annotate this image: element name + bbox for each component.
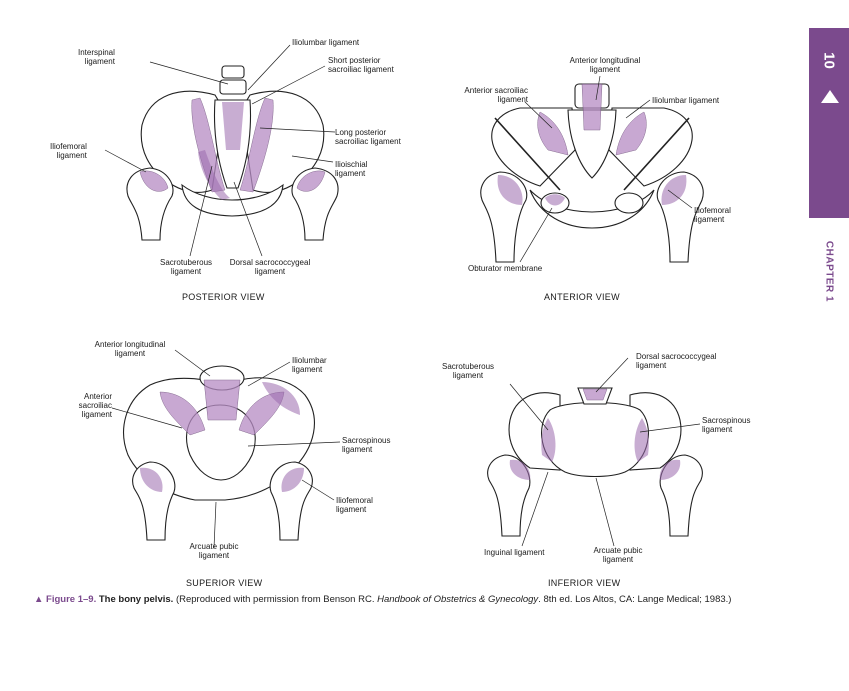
posterior-label-sacrotuberous: Sacrotuberous ligament (159, 258, 213, 276)
posterior-label-ilioischial: Ilioischial ligament (335, 160, 368, 178)
anterior-label-iliofemoral: Iliofemoral ligament (694, 206, 731, 224)
posterior-label-short-posterior: Short posterior sacroiliac ligament (328, 56, 394, 74)
caption-figure-number: Figure 1–9. (46, 594, 97, 605)
anterior-label-longitudinal: Anterior longitudinal ligament (569, 56, 641, 74)
posterior-label-iliofemoral: Iliofemoral ligament (50, 142, 87, 160)
inferior-dorsal-sacrococcygeal (583, 389, 607, 400)
posterior-label-long-posterior: Long posterior sacroiliac ligament (335, 128, 401, 146)
posterior-leader-dorsal (234, 182, 262, 256)
posterior-label-iliolumbar: Iliolumbar ligament (292, 38, 360, 47)
inferior-leader-arcuate (596, 478, 614, 546)
anterior-obturator-right (615, 193, 643, 213)
superior-leader-longitudinal (175, 350, 210, 376)
anterior-label-sacroiliac: Anterior sacroiliac ligament (464, 86, 528, 104)
caption-source-suffix: . 8th ed. Los Altos, CA: Lange Medical; 1983.) (538, 594, 732, 605)
caption-triangle-icon: ▲ (34, 594, 44, 605)
posterior-label-interspinal: Interspinal ligament (78, 48, 115, 66)
superior-label-iliolumbar: Iliolumbar ligament (292, 356, 327, 374)
inferior-view-title: INFERIOR VIEW (548, 578, 621, 588)
posterior-leader-interspinal (150, 62, 228, 84)
inferior-leader-dorsal (596, 358, 628, 392)
caption-figure-title: The bony pelvis. (98, 594, 174, 605)
superior-label-longitudinal: Anterior longitudinal ligament (94, 340, 166, 358)
anterior-longitudinal-ligament (582, 84, 602, 130)
superior-label-iliofemoral: Iliofemoral ligament (336, 496, 373, 514)
chapter-label: CHAPTER 1 (823, 240, 835, 303)
anterior-leader-obturator (520, 208, 552, 262)
inferior-label-sacrotuberous: Sacrotuberous ligament (441, 362, 495, 380)
posterior-leader-iliolumbar (248, 45, 290, 90)
inferior-pelvic-outlet (542, 403, 649, 477)
anterior-view-title: ANTERIOR VIEW (544, 292, 620, 302)
caption-book-title: Handbook of Obstetrics & Gynecology (377, 594, 539, 605)
superior-anterior-longitudinal (204, 380, 240, 420)
inferior-label-inguinal: Inguinal ligament (484, 548, 545, 557)
page-number: 10 (820, 52, 838, 69)
posterior-leader-iliofemoral (105, 150, 146, 172)
inferior-label-dorsal-sacrococcygeal: Dorsal sacrococcygeal ligament (636, 352, 717, 370)
superior-label-sacroiliac: Anterior sacroiliac ligament (78, 392, 112, 419)
anterior-label-iliolumbar: Iliolumbar ligament (652, 96, 720, 105)
figure-caption (34, 594, 804, 605)
superior-label-sacrospinous: Sacrospinous ligament (342, 436, 391, 454)
caption-source-prefix: (Reproduced with permission from Benson RC. (175, 594, 375, 605)
chapter-tab (809, 28, 849, 218)
posterior-view-drawing (105, 45, 338, 256)
posterior-vertebra-1 (222, 66, 244, 78)
anterior-label-obturator: Obturator membrane (468, 264, 543, 273)
posterior-vertebra-2 (220, 80, 246, 94)
inferior-label-sacrospinous: Sacrospinous ligament (702, 416, 751, 434)
superior-label-arcuate-pubic: Arcuate pubic ligament (189, 542, 239, 560)
inferior-label-arcuate-pubic: Arcuate pubic ligament (593, 546, 643, 564)
posterior-label-dorsal-sacrococcygeal: Dorsal sacrococcygeal ligament (229, 258, 311, 276)
tab-arrow-icon (821, 90, 839, 103)
superior-view-drawing (112, 350, 340, 548)
posterior-view-title: POSTERIOR VIEW (182, 292, 265, 302)
inferior-view-drawing (488, 358, 703, 546)
superior-view-title: SUPERIOR VIEW (186, 578, 263, 588)
